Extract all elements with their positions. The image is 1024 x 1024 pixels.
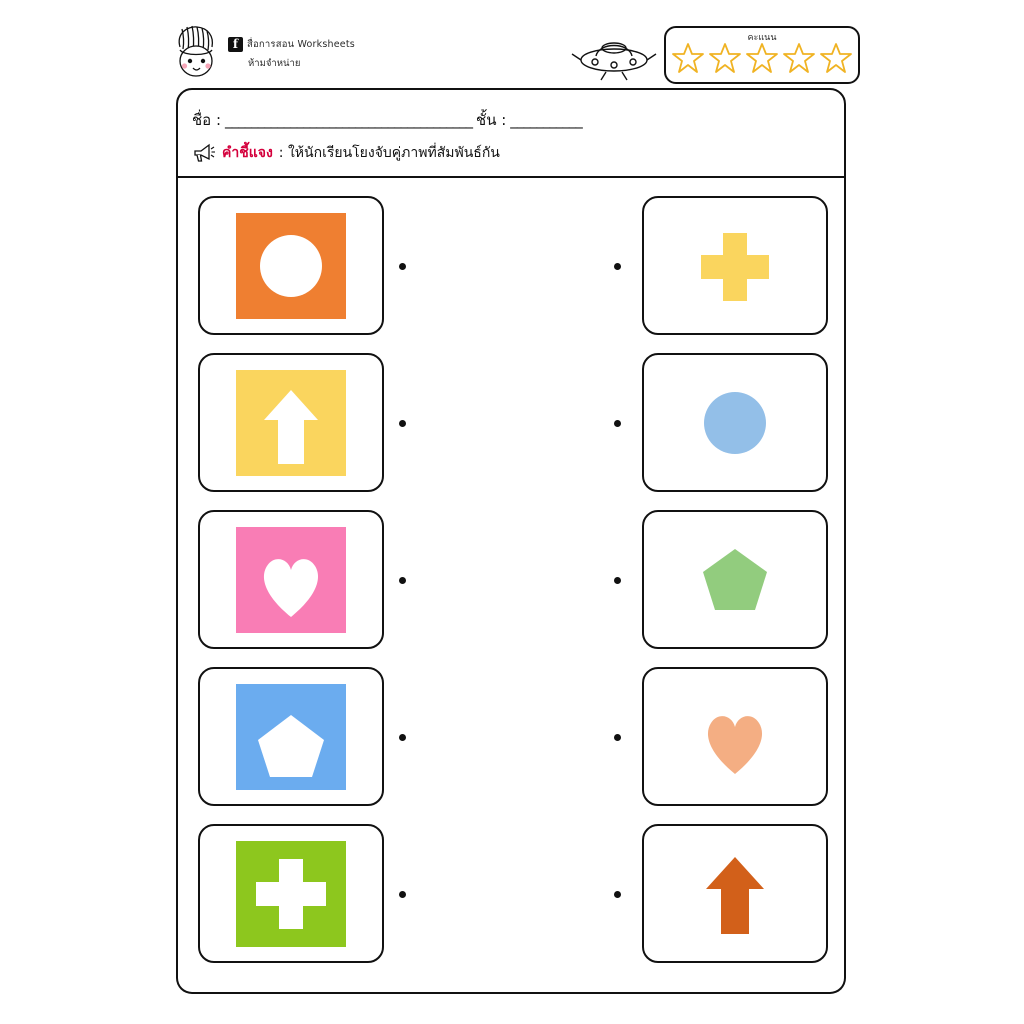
star-icon[interactable] bbox=[783, 42, 815, 74]
brand-line-2: ห้ามจำหน่าย bbox=[248, 58, 301, 69]
brand-block bbox=[170, 20, 460, 84]
star-icon[interactable] bbox=[746, 42, 778, 74]
connector-dot-right[interactable] bbox=[614, 577, 621, 584]
facebook-icon: f bbox=[228, 37, 243, 52]
brand-line-1: สื่อการสอน Worksheets bbox=[247, 39, 355, 50]
connector-dot-right[interactable] bbox=[614, 263, 621, 270]
star-icon[interactable] bbox=[709, 42, 741, 74]
connector-dot-right[interactable] bbox=[614, 891, 621, 898]
connector-dot-right[interactable] bbox=[614, 420, 621, 427]
ufo-icon bbox=[568, 28, 660, 84]
instruction-row bbox=[192, 142, 500, 164]
brand-text bbox=[228, 33, 355, 71]
girl-face-icon bbox=[170, 23, 222, 81]
connector-dot-left[interactable] bbox=[399, 263, 406, 270]
name-row bbox=[192, 108, 832, 132]
connector-dots-layer bbox=[178, 178, 844, 992]
class-blank[interactable]: ___________ bbox=[510, 111, 582, 129]
connector-dot-left[interactable] bbox=[399, 420, 406, 427]
name-label: ชื่อ : bbox=[192, 111, 222, 129]
name-panel bbox=[176, 88, 846, 178]
connector-dot-left[interactable] bbox=[399, 577, 406, 584]
stars-row bbox=[672, 42, 852, 74]
megaphone-icon bbox=[192, 142, 216, 164]
star-icon[interactable] bbox=[820, 42, 852, 74]
name-blank[interactable]: ______________________________________ bbox=[225, 111, 473, 129]
instruction-label: คำชี้แจง bbox=[222, 145, 273, 161]
page-header bbox=[160, 14, 860, 84]
connector-dot-left[interactable] bbox=[399, 734, 406, 741]
score-label: คะแนน bbox=[747, 33, 777, 43]
star-icon[interactable] bbox=[672, 42, 704, 74]
connector-dot-right[interactable] bbox=[614, 734, 621, 741]
score-box bbox=[664, 26, 860, 84]
connector-dot-left[interactable] bbox=[399, 891, 406, 898]
matching-area bbox=[176, 178, 846, 994]
class-label: ชั้น : bbox=[476, 111, 507, 129]
instruction-text: : ให้นักเรียนโยงจับคู่ภาพที่สัมพันธ์กัน bbox=[278, 145, 500, 161]
